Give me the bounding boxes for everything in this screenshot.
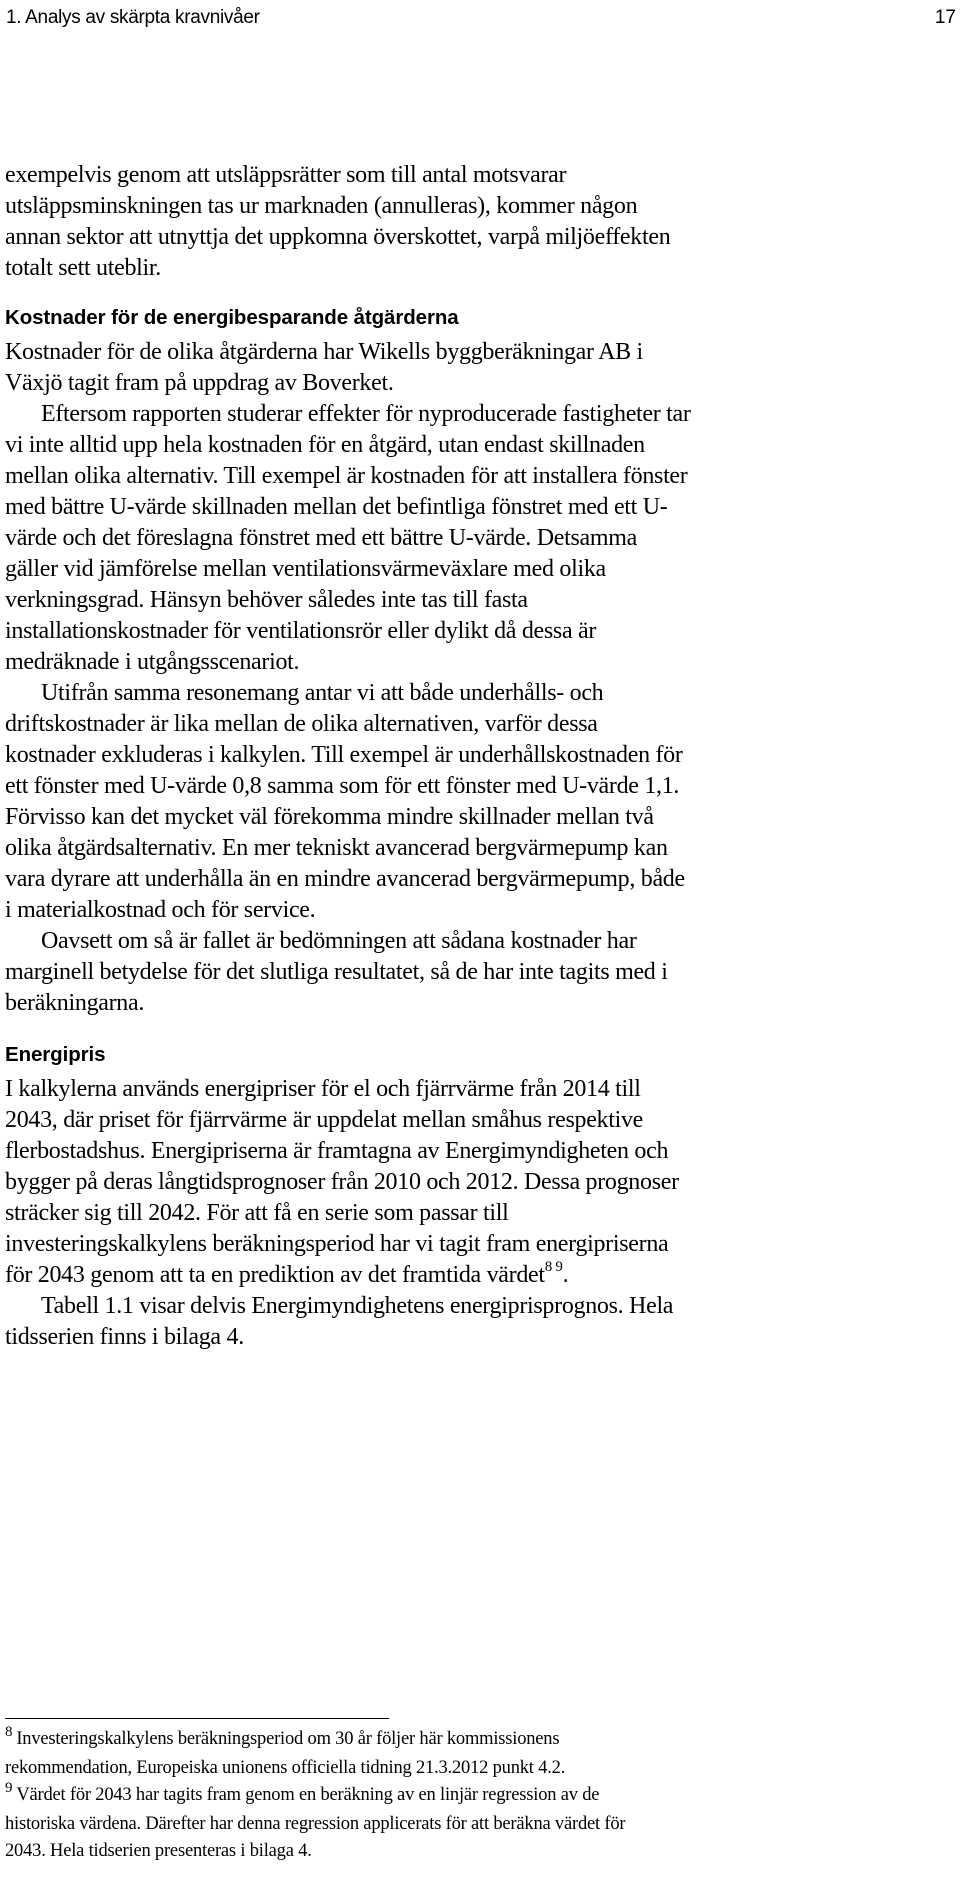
footnote-9 [5, 1782, 895, 1866]
chapter-title: 1. Analys av skärpta kravnivåer [6, 7, 260, 28]
paragraph-energy-prices [5, 1074, 885, 1291]
page-number: 17 [934, 7, 956, 28]
footnote-divider [5, 1718, 389, 1719]
running-header [0, 0, 960, 48]
footnote-text: Värdet för 2043 har tagits fram genom en beräkning av en linjär regression av de [16, 1785, 600, 1805]
sentence-end: . [562, 1262, 569, 1288]
footnote-mark: 9 [5, 1780, 13, 1796]
footnote-ref-8[interactable]: 8 9 [544, 1259, 563, 1275]
paragraph-table-reference: Tabell 1.1 visar delvis Energimyndighetens energiprisprognos. Hela tidsserien finns i bilaga 4. [5, 1293, 674, 1350]
paragraph-wikells: Kostnader för de olika åtgärderna har Wikells byggberäkningar AB i Växjö tagit fram på uppdrag av Boverket. [5, 339, 643, 396]
footnote-ref-9[interactable]: 9 [555, 1259, 563, 1275]
energy-prices-text: I kalkylerna används energipriser för el och fjärrvärme från 2014 till 2043, där priset för fjärrvärme är uppdelat mellan småhus respektive flerbostadshus. Energipriserna är framtagna av Energimyndigheten och bygger på deras långtidsprognoser från 2010 och 2012. Dessa prognoser sträcker sig till 2042. För att få en serie som passar till investeringskalkylens beräkningsperiod har vi tagit fram energipriserna för 2043 genom att ta en prediktion av det framtida värdet [5, 1076, 679, 1288]
heading-costs: Kostnader för de energibesparande åtgärderna [5, 306, 459, 329]
heading-energy-price: Energipris [5, 1043, 106, 1066]
footnotes [5, 1726, 895, 1866]
footnote-mark: 8 [5, 1724, 13, 1740]
footnote-text-continued: historiska värdena. Därefter har denna regression applicerats för att beräkna värdet för 2043. Hela tidserien presenteras i bilaga 4. [5, 1813, 626, 1861]
footnote-text: Investeringskalkylens beräkningsperiod om 30 år följer här kommissionens [16, 1729, 560, 1749]
footnote-8 [5, 1726, 895, 1782]
paragraph-assessment: Oavsett om så är fallet är bedömningen att sådana kostnader har marginell betydelse för det slutliga resultatet, så de har inte tagits med i beräkningarna. [5, 928, 668, 1016]
footnote-text-continued: rekommendation, Europeiska unionens officiella tidning 21.3.2012 punkt 4.2. [5, 1757, 566, 1778]
paragraph-new-buildings: Eftersom rapporten studerar effekter för nyproducerade fastigheter tar vi inte alltid upp hela kostnaden för en åtgärd, utan endast skillnaden mellan olika alternativ. Till exempel är kostnaden för att installera fönster med bättre U-värde skillnaden mellan det befintliga fönstret med ett U- värde och det föreslagna fönstret med ett bättre U-värde. Detsamma gäller vid jämförelse mellan ventilationsvärmeväxlare med olika verkningsgrad. Hänsyn behöver således inte tas till fasta installationskostnader för ventilationsrör eller dylikt då dessa är medräknade i utgångsscenariot. [5, 401, 691, 675]
body-text [5, 160, 885, 1353]
paragraph-maintenance: Utifrån samma resonemang antar vi att både underhålls- och driftskostnader är lika mellan de olika alternativen, varför dessa kostnader exkluderas i kalkylen. Till exempel är underhållskostnaden för ett fönster med U-värde 0,8 samma som för ett fönster med U-värde 1,1. Förvisso kan det mycket väl förekomma mindre skillnader mellan två olika åtgärdsalternativ. En mer tekniskt avancerad bergvärmepump kan vara dyrare att underhålla än en mindre avancerad bergvärmepump, både i materialkostnad och för service. [5, 680, 685, 923]
paragraph-emissions: exempelvis genom att utsläppsrätter som till antal motsvarar utsläppsminskningen tas ur marknaden (annulleras), kommer någon annan sektor att utnyttja det uppkomna överskottet, varpå miljöeffekten totalt sett uteblir. [5, 162, 671, 281]
